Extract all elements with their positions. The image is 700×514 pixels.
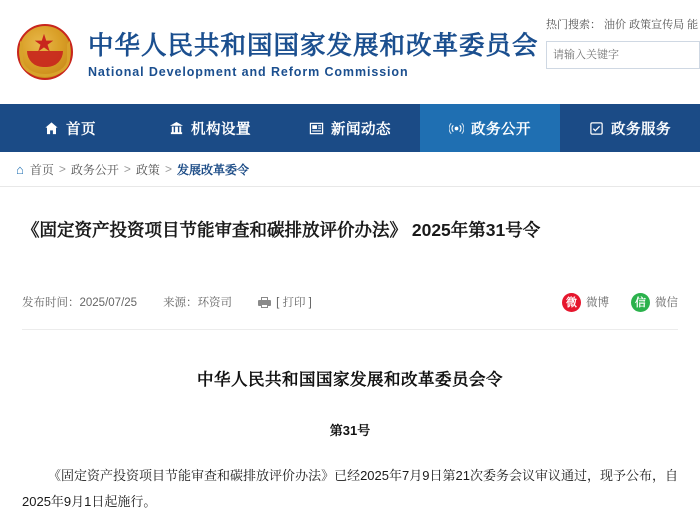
print-label[interactable]: [ 打印 ] — [276, 297, 312, 310]
bank-icon — [169, 121, 184, 136]
hot-search-row[interactable]: 热门搜索： 油价 政策宣传局 能 — [546, 19, 699, 31]
weibo-icon: 微 — [562, 293, 581, 312]
site-title-block — [88, 26, 539, 79]
publish-time — [22, 294, 137, 310]
search-box[interactable] — [546, 41, 700, 69]
article-meta-bar — [22, 285, 678, 330]
breadcrumb-separator: > — [123, 162, 131, 176]
site-title-cn: 中华人民共和国国家发展和改革委员会 — [88, 31, 539, 60]
breadcrumb-separator: > — [58, 162, 66, 176]
breadcrumb-item-3: 发展改革委令 — [176, 162, 249, 177]
print-button[interactable] — [258, 294, 312, 310]
news-icon — [309, 121, 324, 136]
broadcast-icon — [449, 121, 464, 136]
home-icon — [44, 121, 59, 136]
nav-item-organization[interactable] — [140, 104, 280, 152]
nav-item-home[interactable] — [0, 104, 140, 152]
page-title: 《固定资产投资项目节能审查和碳排放评价办法》 2025年第31号令 — [22, 220, 541, 240]
breadcrumb-item-1[interactable]: 政务公开 — [70, 162, 119, 177]
document-paragraph: 《固定资产投资项目节能审查和碳排放评价办法》已经2025年7月9日第21次委务会议审议通过，现予公布，自2025年9月1日起施行。 — [22, 468, 678, 509]
weixin-icon: 信 — [631, 293, 650, 312]
nav-label-government-service: 政务服务 — [611, 121, 671, 138]
publish-time-label: 发布时间： — [22, 297, 80, 310]
breadcrumb — [0, 152, 700, 187]
publish-time-value: 2025/07/25 — [79, 297, 138, 310]
nav-item-government-affairs[interactable] — [420, 104, 560, 152]
nav-label-government-affairs: 政务公开 — [471, 121, 531, 138]
article-container — [0, 217, 700, 514]
breadcrumb-separator: > — [164, 162, 172, 176]
share-weixin-label: 微信 — [655, 297, 678, 310]
national-emblem-icon: ★ — [14, 21, 76, 83]
share-weibo-button[interactable] — [562, 293, 609, 312]
site-header — [0, 0, 700, 104]
breadcrumb-item-2[interactable]: 政策 — [135, 162, 160, 177]
nav-label-news: 新闻动态 — [331, 121, 391, 138]
breadcrumb-item-0[interactable]: 首页 — [29, 162, 54, 177]
printer-icon — [258, 297, 271, 308]
header-search-area — [540, 16, 700, 69]
source-label: 来源： — [163, 297, 198, 310]
nav-item-news[interactable] — [280, 104, 420, 152]
nav-item-government-service[interactable] — [560, 104, 700, 152]
share-group — [548, 293, 678, 312]
nav-label-organization: 机构设置 — [191, 121, 251, 138]
home-icon: ⌂ — [16, 161, 24, 177]
share-weibo-label: 微博 — [586, 297, 609, 310]
document-heading: 中华人民共和国国家发展和改革委员会令 — [197, 371, 503, 390]
source-value: 环资司 — [197, 297, 233, 310]
main-navigation — [0, 104, 700, 152]
service-icon — [589, 121, 604, 136]
search-input[interactable] — [547, 43, 699, 67]
share-weixin-button[interactable] — [631, 293, 678, 312]
site-title-en: National Development and Reform Commission — [88, 64, 409, 79]
nav-label-home: 首页 — [66, 121, 96, 138]
source — [163, 294, 232, 310]
document-order-number: 第31号 — [329, 423, 371, 439]
